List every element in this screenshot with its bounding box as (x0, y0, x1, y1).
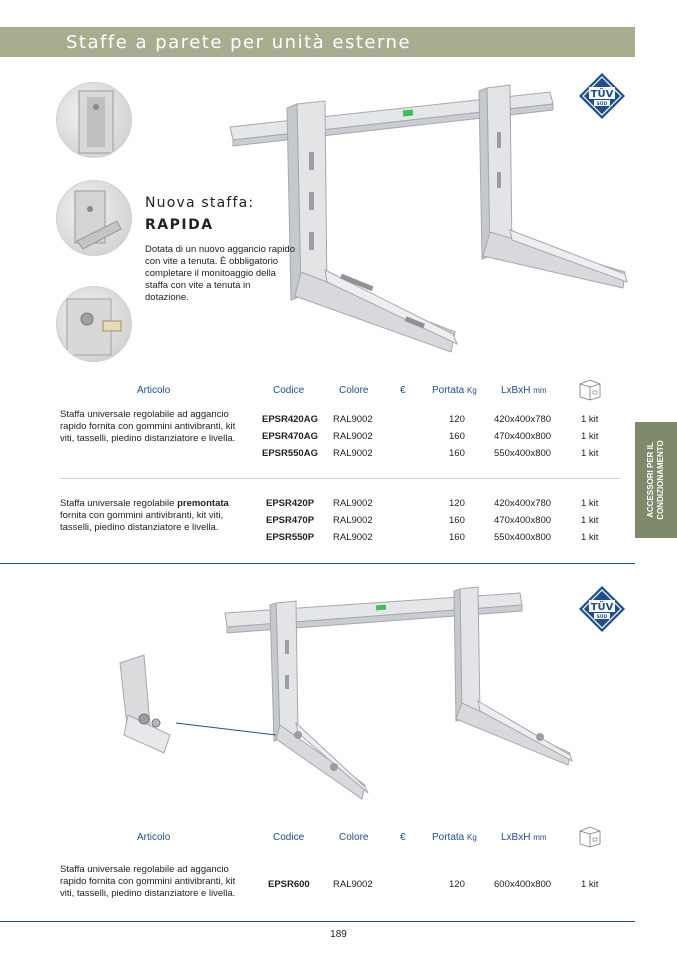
bracket-illustration-rapida (225, 82, 635, 362)
th-articolo: Articolo (137, 385, 171, 396)
row-c1-portata: 120 (449, 879, 465, 890)
side-tab (635, 422, 677, 538)
tuv-badge-icon (578, 585, 626, 633)
row-a1-conf: 1 kit (581, 414, 599, 425)
row-a2-dimensioni: 470x400x800 (494, 431, 552, 442)
sud-text: SÜD (596, 102, 608, 107)
footer-divider (0, 921, 635, 922)
detail-photo-hook (56, 82, 132, 158)
section2-description: Staffa universale regolabile ad aggancio rapido fornita con gommini antivibranti, kit viti, tasselli, piedino distanziatore e livella. (60, 864, 236, 899)
row-b3-dimensioni: 550x400x800 (494, 532, 552, 543)
bracket-illustration-epsr600 (100, 585, 580, 805)
row-b2-portata: 160 (449, 515, 465, 526)
row-a1-dimensioni: 420x400x780 (494, 414, 552, 425)
side-tab-line1: ACCESSORI PER IL (646, 442, 655, 518)
row-a3-conf: 1 kit (581, 448, 599, 459)
th-colore: Colore (339, 385, 369, 396)
group-divider (60, 478, 620, 479)
package-icon (577, 824, 603, 848)
row-b3-conf: 1 kit (581, 532, 599, 543)
row-b3-codice: EPSR550P (266, 532, 315, 543)
row-b2-colore: RAL9002 (333, 515, 373, 526)
row-a2-colore: RAL9002 (333, 431, 373, 442)
th-dimensioni-2: LxBxH mm (501, 832, 547, 843)
th-colore-2: Colore (339, 832, 369, 843)
row-a1-portata: 120 (449, 414, 465, 425)
th-euro: € (400, 385, 406, 396)
row-c1-dimensioni: 600x400x800 (494, 879, 552, 890)
row-b1-portata: 120 (449, 498, 465, 509)
row-a1-colore: RAL9002 (333, 414, 373, 425)
row-b1-codice: EPSR420P (266, 498, 315, 509)
feature-description: Dotata di un nuovo aggancio rapido con vite a tenuta. È obbligatorio completare il monitoaggio della staffa con vite a tenuta in dotazione. (145, 244, 296, 303)
row-a2-portata: 160 (449, 431, 465, 442)
row-a3-dimensioni: 550x400x800 (494, 448, 552, 459)
th-portata-2: Portata Kg (432, 832, 477, 843)
side-tab-line2: CONDIZIONAMENTO (656, 440, 665, 520)
group-a-description: Staffa universale regolabile ad aggancio rapido fornita con gommini antivibranti, kit viti, tasselli, piedino distanziatore e livella. (60, 409, 236, 444)
th-portata: Portata Kg (432, 385, 477, 396)
section-divider (0, 563, 635, 564)
row-b2-conf: 1 kit (581, 515, 599, 526)
tuv-text: TÜV (590, 602, 614, 613)
row-a3-portata: 160 (449, 448, 465, 459)
th-codice-2: Codice (273, 832, 305, 843)
side-tab-label (635, 422, 677, 538)
feature-title: Nuova staffa: (145, 195, 255, 211)
row-b1-conf: 1 kit (581, 498, 599, 509)
detail-photo-screw (56, 286, 132, 362)
row-c1-codice: EPSR600 (268, 879, 310, 890)
page-title: Staffe a parete per unità esterne (66, 32, 412, 53)
row-a2-conf: 1 kit (581, 431, 599, 442)
row-a3-codice: EPSR550AG (262, 448, 318, 459)
row-b3-colore: RAL9002 (333, 532, 373, 543)
row-b1-dimensioni: 420x400x780 (494, 498, 552, 509)
th-dimensioni: LxBxH mm (501, 385, 547, 396)
th-articolo-2: Articolo (137, 832, 171, 843)
row-b1-colore: RAL9002 (333, 498, 373, 509)
row-a3-colore: RAL9002 (333, 448, 373, 459)
tuv-text: TÜV (590, 89, 614, 100)
package-icon (577, 377, 603, 401)
row-c1-colore: RAL9002 (333, 879, 373, 890)
row-b2-codice: EPSR470P (266, 515, 315, 526)
row-b2-dimensioni: 470x400x800 (494, 515, 552, 526)
row-b3-portata: 160 (449, 532, 465, 543)
tuv-badge-bottom (578, 585, 626, 633)
group-b-description: Staffa universale regolabile premontata fornita con gommini antivibranti, kit viti, tasselli, piedino distanziatore e livella. (60, 498, 229, 533)
row-c1-conf: 1 kit (581, 879, 599, 890)
th-codice: Codice (273, 385, 305, 396)
th-euro-2: € (400, 832, 406, 843)
detail-photo-bracket (56, 180, 132, 256)
feature-title-strong: RAPIDA (145, 217, 214, 233)
sud-text: SÜD (596, 615, 608, 620)
row-a1-codice: EPSR420AG (262, 414, 318, 425)
page-number: 189 (330, 929, 347, 940)
row-a2-codice: EPSR470AG (262, 431, 318, 442)
